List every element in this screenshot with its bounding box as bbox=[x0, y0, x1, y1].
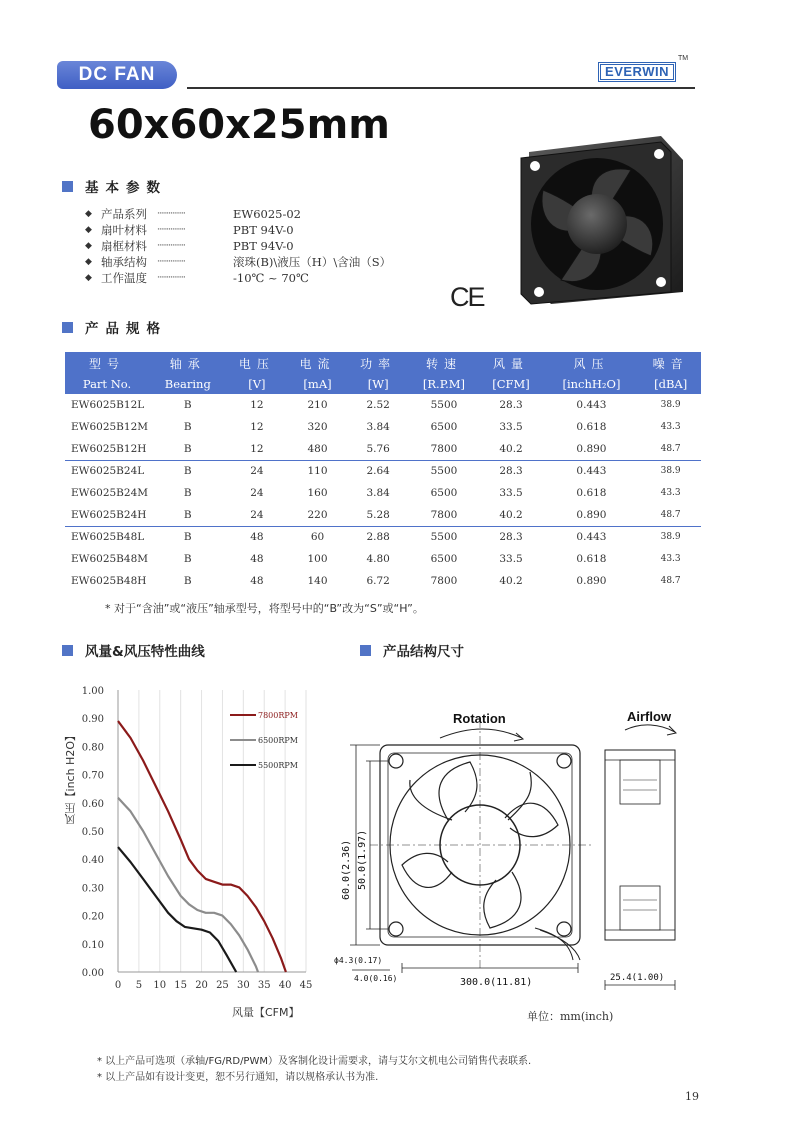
table-cell: 38.9 bbox=[660, 466, 681, 477]
table-cell: 24 bbox=[250, 487, 264, 499]
dim-flange-label: 4.0(0.16) bbox=[354, 974, 398, 983]
chart-x-tick-label: 20 bbox=[195, 980, 208, 990]
table-cell: B bbox=[149, 504, 227, 526]
col-header: 噪音 bbox=[640, 352, 701, 374]
table-cell: 0.618 bbox=[576, 487, 607, 499]
table-cell: 43.3 bbox=[660, 554, 681, 564]
section-square-icon bbox=[62, 181, 73, 192]
table-cell: 0.443 bbox=[576, 399, 607, 411]
table-cell: 5500 bbox=[430, 465, 458, 478]
table-cell: 40.2 bbox=[479, 504, 542, 526]
table-cell: 40.2 bbox=[479, 438, 542, 460]
unit-note: 单位：mm(inch) bbox=[527, 1010, 614, 1023]
bearing-note: * 对于“含油”或“液压”轴承型号，将型号中的“B”改为“S”或“H”。 bbox=[105, 602, 424, 615]
dim-depth-label: 25.4(1.00) bbox=[610, 973, 665, 983]
chart-x-tick-label: 45 bbox=[299, 980, 313, 990]
chart-x-tick-label: 15 bbox=[174, 980, 188, 990]
table-cell: EW6025B48L bbox=[71, 531, 145, 544]
table-cell: 43.3 bbox=[660, 488, 681, 498]
table-cell: 28.3 bbox=[499, 531, 523, 544]
table-cell: 38.9 bbox=[660, 532, 681, 543]
section-square-icon bbox=[360, 645, 371, 656]
chart-x-tick-label: 35 bbox=[257, 980, 271, 990]
table-cell: 48.7 bbox=[640, 438, 701, 460]
col-header: [inchH₂O] bbox=[543, 374, 641, 394]
table-cell: B bbox=[183, 487, 192, 499]
chart-y-tick-label: 0.30 bbox=[81, 883, 104, 895]
table-cell: 5.28 bbox=[348, 504, 409, 526]
table-cell: 5500 bbox=[430, 531, 458, 544]
table-row bbox=[65, 570, 701, 592]
table-cell: 48.7 bbox=[660, 576, 681, 586]
brand-name: EVERWIN bbox=[600, 64, 674, 80]
table-cell: 24 bbox=[227, 504, 288, 526]
chart-y-tick-label: 0.10 bbox=[81, 939, 104, 951]
col-header: [mA] bbox=[287, 374, 348, 394]
param-row: ◆ 产品系列 ··············· EW6025-02 bbox=[85, 207, 302, 221]
chart-y-tick-label: 0.80 bbox=[81, 742, 104, 754]
table-cell: 0.890 bbox=[543, 438, 641, 460]
table-row bbox=[65, 504, 701, 526]
table-cell: EW6025B12M bbox=[71, 421, 149, 433]
dim-cable-label: 300.0(11.81) bbox=[460, 977, 533, 988]
table-cell: 5500 bbox=[430, 399, 458, 411]
chart-y-tick-label: 0.40 bbox=[81, 855, 104, 867]
diamond-bullet-icon: ◆ bbox=[85, 241, 92, 251]
dim-hole-label: ϕ4.3(0.17) bbox=[334, 956, 383, 965]
param-row: ◆ 轴承结构 ··············· 滚珠(B)\液压（H）\含油（S） bbox=[85, 255, 392, 269]
table-cell: 38.9 bbox=[660, 400, 681, 410]
chart-series-line bbox=[118, 847, 236, 972]
table-cell: 480 bbox=[287, 438, 348, 460]
chart-x-tick-label: 10 bbox=[153, 980, 167, 990]
fan-side-outline bbox=[605, 750, 675, 940]
table-cell: B bbox=[183, 575, 192, 587]
table-cell: 220 bbox=[287, 504, 348, 526]
chart-legend-label: 7800RPM bbox=[258, 711, 298, 720]
table-cell: 160 bbox=[307, 487, 328, 499]
table-cell: 12 bbox=[250, 399, 264, 411]
chart-y-tick-label: 0.50 bbox=[81, 827, 104, 838]
chart-legend-label: 6500RPM bbox=[258, 736, 298, 745]
dimension-drawing bbox=[330, 700, 700, 1000]
footer-note-2: * 以上产品如有设计变更，恕不另行通知，请以规格承认书为准. bbox=[97, 1072, 379, 1083]
table-cell: 43.3 bbox=[660, 422, 681, 432]
table-cell: 4.80 bbox=[366, 553, 390, 565]
table-cell: 7800 bbox=[430, 575, 458, 587]
chart-x-tick-label: 25 bbox=[216, 980, 229, 990]
section-dimension bbox=[360, 640, 464, 660]
table-cell: 3.84 bbox=[366, 487, 390, 499]
col-header: 电压 bbox=[227, 352, 288, 374]
table-cell: 2.52 bbox=[366, 399, 390, 411]
brand-logo bbox=[598, 62, 676, 82]
model-size-title: 60x60x25mm bbox=[88, 102, 390, 148]
params-list bbox=[85, 206, 391, 286]
chart-x-tick-label: 30 bbox=[236, 980, 250, 990]
table-cell: 28.3 bbox=[499, 465, 523, 478]
table-row bbox=[65, 394, 701, 416]
col-header: 风量 bbox=[479, 352, 542, 374]
page-number: 19 bbox=[685, 1090, 699, 1103]
diamond-bullet-icon: ◆ bbox=[85, 257, 92, 267]
table-cell: EW6025B48M bbox=[71, 553, 149, 565]
table-cell: 7800 bbox=[408, 438, 479, 460]
table-cell: 3.84 bbox=[366, 421, 390, 433]
header-rule bbox=[187, 87, 695, 89]
table-cell: 100 bbox=[307, 553, 328, 565]
table-cell: 7800 bbox=[408, 504, 479, 526]
section-curve bbox=[62, 640, 205, 660]
diamond-bullet-icon: ◆ bbox=[85, 273, 92, 283]
col-header: [W] bbox=[348, 374, 409, 394]
footer-note-1: * 以上产品可选项（承轴/FG/RD/PWM）及客制化设计需要求，请与艾尔文机电公司销售代表联系. bbox=[97, 1056, 532, 1067]
table-cell: EW6025B12H bbox=[65, 438, 149, 460]
table-row bbox=[65, 548, 701, 570]
col-header: 风压 bbox=[543, 352, 641, 374]
chart-y-tick-label: 0.00 bbox=[81, 968, 104, 979]
pq-chart-svg bbox=[70, 680, 330, 990]
trademark-mark: TM bbox=[678, 55, 689, 62]
table-row bbox=[65, 416, 701, 438]
table-row bbox=[65, 460, 701, 482]
table-row bbox=[65, 482, 701, 504]
table-cell: 33.5 bbox=[499, 421, 523, 433]
table-cell: 140 bbox=[307, 575, 328, 587]
diamond-bullet-icon: ◆ bbox=[85, 225, 92, 235]
section-spec-label: 产品规格 bbox=[85, 321, 167, 337]
table-cell: 6500 bbox=[430, 553, 458, 565]
table-cell: 0.890 bbox=[576, 575, 607, 587]
chart-y-tick-label: 0.20 bbox=[81, 911, 104, 923]
table-cell: EW6025B24M bbox=[71, 487, 149, 499]
chart-y-tick-label: 0.60 bbox=[81, 798, 104, 810]
product-category-badge: DC FAN bbox=[57, 61, 177, 89]
table-cell: EW6025B48H bbox=[71, 575, 147, 587]
table-cell: 48.7 bbox=[640, 504, 701, 526]
param-row: ◆ 扇框材料 ··············· PBT 94V-0 bbox=[85, 239, 294, 253]
table-header-row-cn bbox=[65, 352, 701, 374]
col-header: [CFM] bbox=[479, 374, 542, 394]
col-header: 功率 bbox=[348, 352, 409, 374]
col-header: [R.P.M] bbox=[408, 374, 479, 394]
table-cell: 0.618 bbox=[576, 553, 607, 565]
chart-y-tick-label: 1.00 bbox=[81, 686, 104, 697]
chart-x-tick-label: 40 bbox=[278, 980, 292, 990]
table-row bbox=[65, 526, 701, 548]
table-cell: EW6025B12L bbox=[71, 399, 145, 411]
table-cell: B bbox=[183, 553, 192, 565]
table-cell: 6500 bbox=[430, 487, 458, 499]
table-cell: 110 bbox=[307, 465, 328, 478]
chart-y-axis-label: 风压【inch H2O】 bbox=[64, 730, 77, 825]
section-dim-label: 产品结构尺寸 bbox=[383, 644, 464, 660]
table-cell: 12 bbox=[250, 421, 264, 433]
diamond-bullet-icon: ◆ bbox=[85, 209, 92, 219]
table-cell: EW6025B24H bbox=[65, 504, 149, 526]
table-cell: B bbox=[149, 438, 227, 460]
table-cell: 33.5 bbox=[499, 487, 523, 499]
section-square-icon bbox=[62, 645, 73, 656]
table-cell: 24 bbox=[250, 465, 264, 478]
spec-table-body bbox=[65, 394, 701, 592]
table-cell: 6.72 bbox=[366, 575, 390, 587]
table-cell: 0.890 bbox=[543, 504, 641, 526]
section-basic-params bbox=[62, 176, 167, 196]
col-header: 轴承 bbox=[149, 352, 227, 374]
table-cell: 48 bbox=[250, 575, 264, 587]
table-cell: 2.64 bbox=[366, 465, 390, 478]
dim-inner-label: 50.0(1.97) bbox=[357, 829, 368, 890]
table-cell: B bbox=[183, 531, 192, 544]
table-header-row-en bbox=[65, 374, 701, 394]
spec-table bbox=[65, 352, 701, 592]
chart-x-tick-label: 0 bbox=[114, 980, 122, 990]
table-cell: 210 bbox=[307, 399, 328, 411]
section-spec bbox=[62, 317, 167, 337]
dim-outer-label: 60.0(2.36) bbox=[341, 839, 352, 900]
section-square-icon bbox=[62, 322, 73, 333]
chart-legend-label: 5500RPM bbox=[258, 761, 298, 770]
chart-x-tick-label: 5 bbox=[135, 980, 143, 990]
section-basic-label: 基本参数 bbox=[85, 180, 167, 196]
pq-chart bbox=[70, 680, 330, 994]
table-cell: 48 bbox=[250, 531, 264, 544]
chart-y-tick-label: 0.70 bbox=[81, 770, 104, 782]
table-cell: 320 bbox=[307, 421, 328, 433]
table-cell: 60 bbox=[310, 531, 325, 544]
table-cell: 6500 bbox=[430, 421, 458, 433]
table-cell: 0.443 bbox=[576, 465, 607, 478]
param-row: ◆ 扇叶材料 ··············· PBT 94V-0 bbox=[85, 223, 294, 237]
col-header: 型号 bbox=[65, 352, 149, 374]
col-header: Bearing bbox=[149, 374, 227, 394]
section-curve-label: 风量&风压特性曲线 bbox=[85, 644, 205, 660]
fan-product-image bbox=[511, 132, 686, 307]
table-cell: 0.618 bbox=[576, 421, 607, 433]
chart-x-axis-label: 风量【CFM】 bbox=[232, 1006, 300, 1019]
table-cell: B bbox=[183, 465, 192, 478]
table-cell: B bbox=[183, 399, 192, 411]
table-cell: 2.88 bbox=[366, 531, 390, 544]
table-cell: 28.3 bbox=[499, 399, 523, 411]
chart-y-tick-label: 0.90 bbox=[81, 714, 104, 726]
table-cell: B bbox=[183, 421, 192, 433]
col-header: 电流 bbox=[287, 352, 348, 374]
col-header: [V] bbox=[227, 374, 288, 394]
col-header: [dBA] bbox=[640, 374, 701, 394]
table-row bbox=[65, 438, 701, 460]
airflow-label: Airflow bbox=[627, 709, 672, 724]
table-cell: 12 bbox=[227, 438, 288, 460]
table-cell: 33.5 bbox=[499, 553, 523, 565]
table-cell: 5.76 bbox=[348, 438, 409, 460]
table-cell: EW6025B24L bbox=[71, 465, 145, 478]
col-header: Part No. bbox=[65, 374, 149, 394]
param-row: ◆ 工作温度 ··············· -10℃ ~ 70℃ bbox=[85, 271, 309, 285]
table-cell: 0.443 bbox=[576, 531, 607, 544]
table-cell: 48 bbox=[250, 553, 264, 565]
table-cell: 40.2 bbox=[499, 575, 523, 587]
col-header: 转速 bbox=[408, 352, 479, 374]
ce-certification-mark: CE bbox=[450, 282, 484, 312]
rotation-label: Rotation bbox=[453, 711, 506, 726]
